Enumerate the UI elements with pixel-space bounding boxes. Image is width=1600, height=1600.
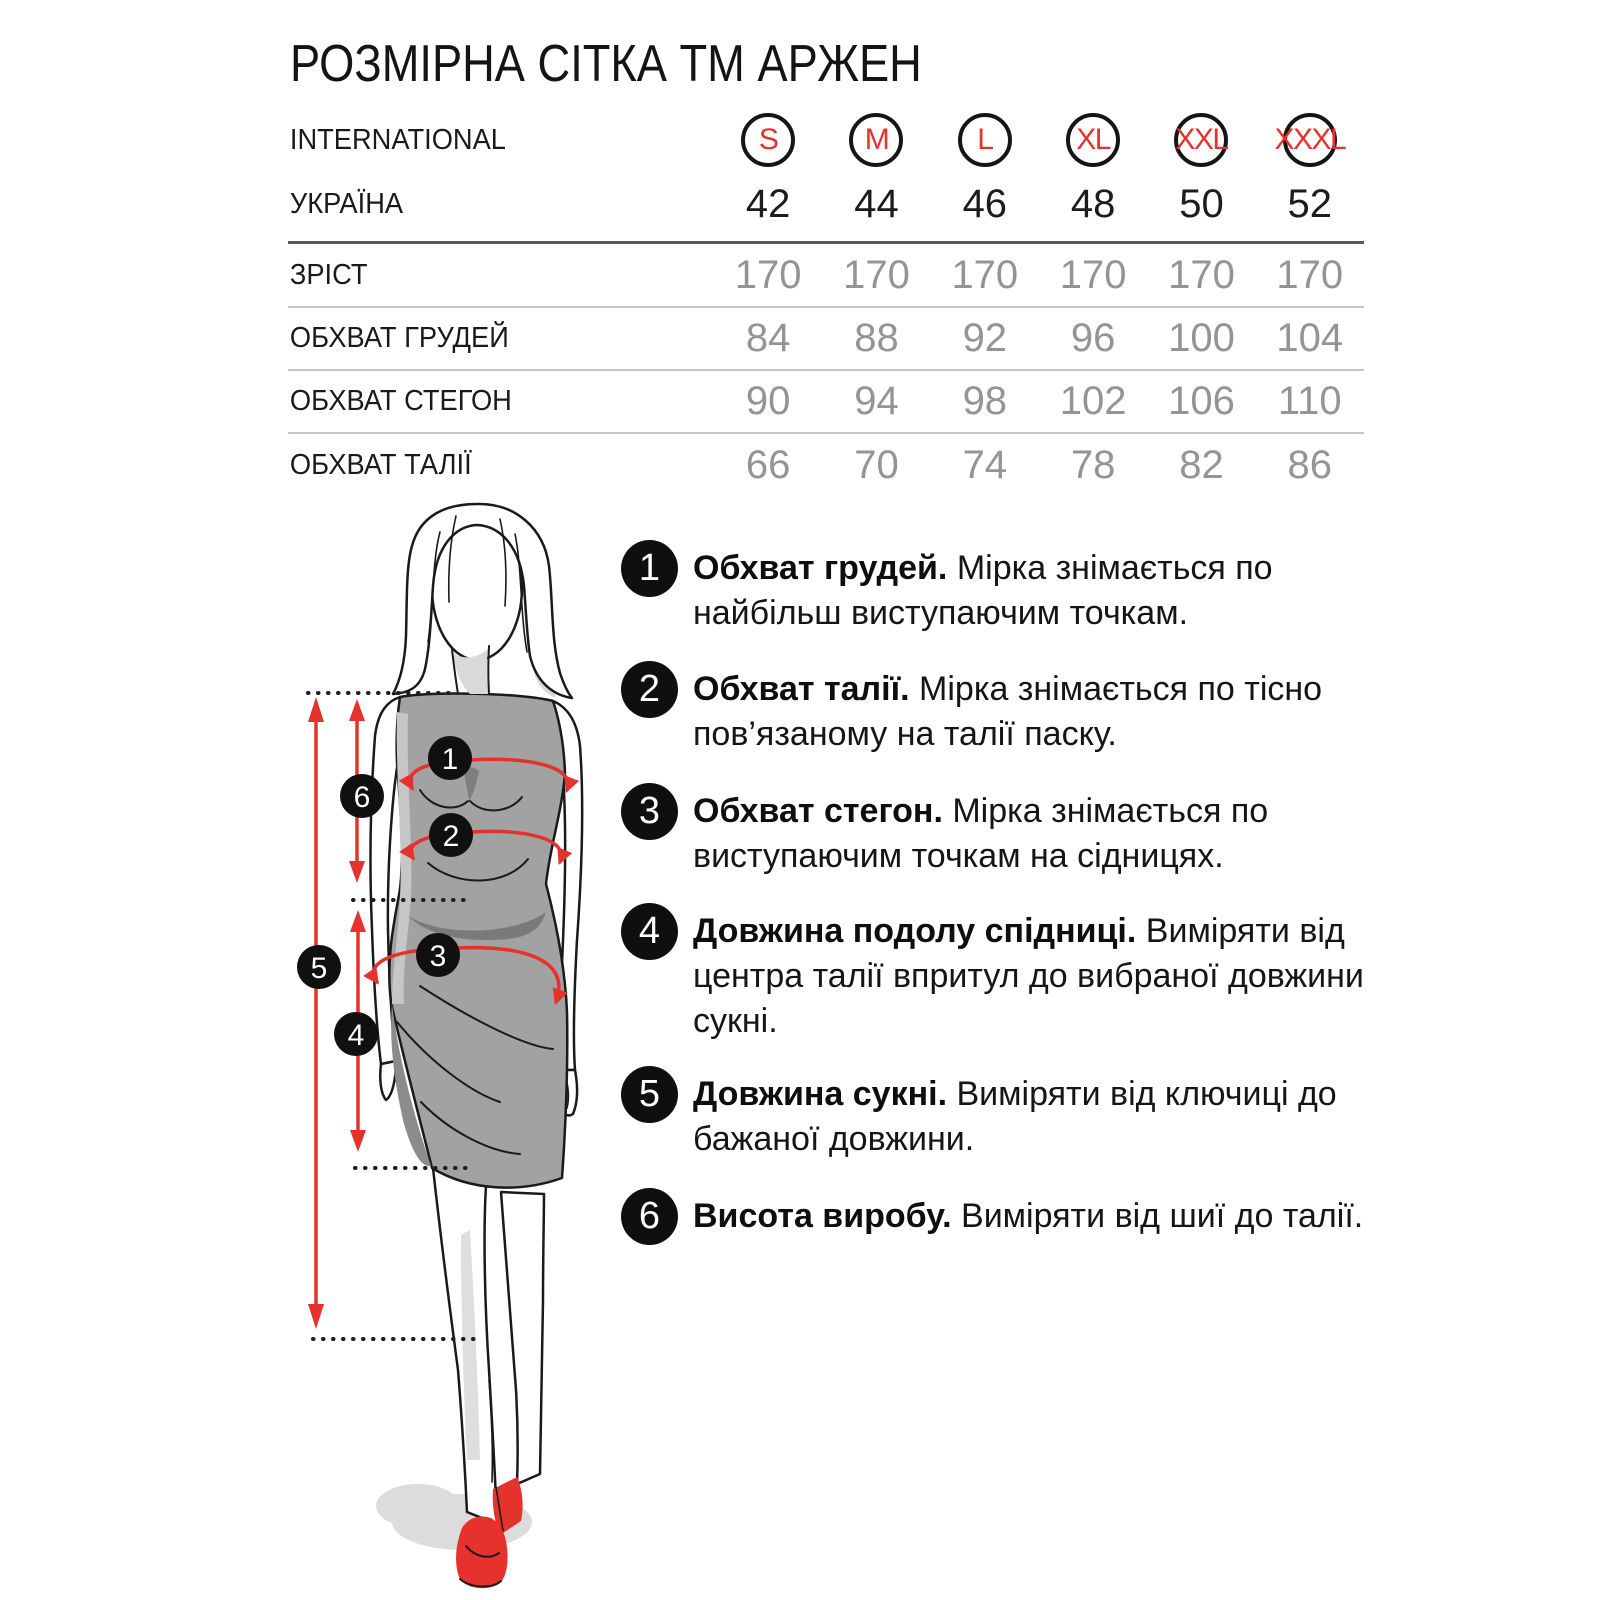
ua-size-cell: 50 — [1179, 182, 1224, 226]
value-cell: 74 — [962, 442, 1008, 487]
legend-term: Довжина подолу спідниці. — [693, 912, 1137, 950]
ua-size-cell: 52 — [1287, 182, 1333, 226]
legend-term: Обхват талії. — [693, 670, 910, 708]
legend-text — [693, 1072, 1383, 1162]
row-label: ОБХВАТ ГРУДЕЙ — [289, 322, 509, 354]
size-badge-s — [741, 113, 795, 167]
value-cell: 102 — [1059, 379, 1127, 423]
value-cell: 66 — [745, 442, 791, 487]
size-badge-m — [849, 113, 903, 167]
value-cell: 96 — [1070, 316, 1116, 360]
value-cell: 94 — [854, 379, 899, 423]
legend-term: Обхват грудей. — [693, 549, 948, 587]
size-letter: XXL — [1175, 123, 1228, 156]
value-cell: 170 — [1059, 252, 1127, 297]
marker-1: 1 — [441, 743, 459, 776]
legend-desc: Мірка знімається по тісно пов’язаному на талії паску. — [693, 670, 1323, 753]
legend-text — [693, 546, 1383, 636]
ua-size-cell: 48 — [1070, 182, 1116, 226]
legend-badge-6: 6 — [621, 1188, 678, 1245]
size-badge-l — [958, 113, 1012, 167]
table-row-international — [288, 112, 1364, 168]
legend-text — [693, 789, 1383, 879]
legend-badge-4: 4 — [621, 903, 678, 960]
marker-6: 6 — [353, 781, 371, 814]
legend-text — [693, 667, 1383, 757]
size-badge-xl — [1066, 113, 1120, 167]
value-cell: 100 — [1168, 316, 1235, 360]
measurement-figure — [280, 490, 620, 1600]
size-letter: M — [864, 123, 889, 156]
row-label: ЗРІСТ — [289, 258, 368, 291]
legend-badge-3: 3 — [621, 783, 678, 840]
legend-desc: Мірка знімається по виступаючим точкам на сідницях. — [693, 792, 1269, 875]
dress — [389, 694, 567, 1188]
legend-item-bust — [621, 540, 1391, 636]
row-label: ОБХВАТ СТЕГОН — [289, 385, 512, 417]
legend-item-waist — [621, 661, 1391, 757]
table-row-waist — [288, 434, 1364, 496]
value-cell: 170 — [1276, 252, 1344, 297]
value-cell: 170 — [843, 252, 910, 297]
ua-size-cell: 44 — [854, 182, 899, 226]
value-cell: 170 — [734, 252, 802, 297]
value-cell: 70 — [854, 442, 899, 487]
value-cell: 110 — [1277, 379, 1342, 423]
legend-term: Довжина сукні. — [693, 1075, 948, 1113]
size-table — [288, 112, 1364, 496]
size-letter: XXXL — [1274, 123, 1346, 156]
value-cell: 170 — [1168, 252, 1235, 297]
row-label: ОБХВАТ ТАЛІЇ — [289, 448, 472, 481]
size-badge-xxxl — [1274, 113, 1346, 167]
value-cell: 78 — [1070, 442, 1116, 487]
table-row-bust — [288, 308, 1364, 369]
legend-term: Висота виробу. — [693, 1197, 952, 1235]
value-cell: 106 — [1168, 379, 1235, 423]
page-title: РОЗМІРНА СІТКА ТМ АРЖЕН — [290, 35, 922, 93]
row-label-ukraine: УКРАЇНА — [289, 188, 404, 220]
marker-4: 4 — [347, 1019, 365, 1052]
legend-text — [693, 909, 1383, 1044]
legend-desc: Виміряти від ключиці до бажаної довжини. — [693, 1075, 1337, 1158]
legend-item-skirt-length — [621, 903, 1391, 1044]
value-cell: 84 — [745, 316, 791, 360]
legend-desc: Мірка знімається по найбільш виступаючим точкам. — [693, 549, 1273, 632]
marker-2: 2 — [442, 820, 460, 853]
legend-desc: Виміряти від шиї до талії. — [961, 1197, 1364, 1235]
marker-5: 5 — [310, 952, 328, 985]
legend-item-dress-length — [621, 1066, 1391, 1162]
marker-3: 3 — [429, 940, 447, 973]
figure-legs — [433, 1168, 544, 1524]
value-cell: 92 — [962, 316, 1008, 360]
row-label-international: INTERNATIONAL — [289, 123, 506, 156]
legend-desc: Виміряти від центра талії впритул до вибраної довжини сукні. — [693, 912, 1364, 1040]
ua-size-cell: 42 — [745, 182, 791, 226]
value-cell: 170 — [951, 252, 1019, 297]
legend-badge-1: 1 — [621, 540, 678, 597]
value-cell: 90 — [745, 379, 791, 423]
figure-head — [393, 504, 572, 698]
legend-item-hips — [621, 783, 1391, 879]
legend-badge-5: 5 — [621, 1066, 678, 1123]
legend-term: Обхват стегон. — [693, 792, 943, 830]
size-badge-xxl — [1174, 113, 1228, 167]
size-letter: L — [977, 123, 993, 156]
table-row-hips — [288, 371, 1364, 432]
size-letter: S — [758, 123, 778, 156]
legend-item-product-height — [621, 1188, 1391, 1245]
value-cell: 88 — [854, 316, 899, 360]
size-letter: XL — [1076, 123, 1110, 156]
table-row-height — [288, 244, 1364, 306]
value-cell: 86 — [1287, 442, 1333, 487]
value-cell: 98 — [962, 379, 1008, 423]
value-cell: 82 — [1179, 442, 1224, 487]
legend-badge-2: 2 — [621, 661, 678, 718]
table-row-ukraine — [288, 168, 1364, 241]
ua-size-cell: 46 — [962, 182, 1008, 226]
value-cell: 104 — [1276, 316, 1344, 360]
legend-text — [693, 1194, 1383, 1239]
